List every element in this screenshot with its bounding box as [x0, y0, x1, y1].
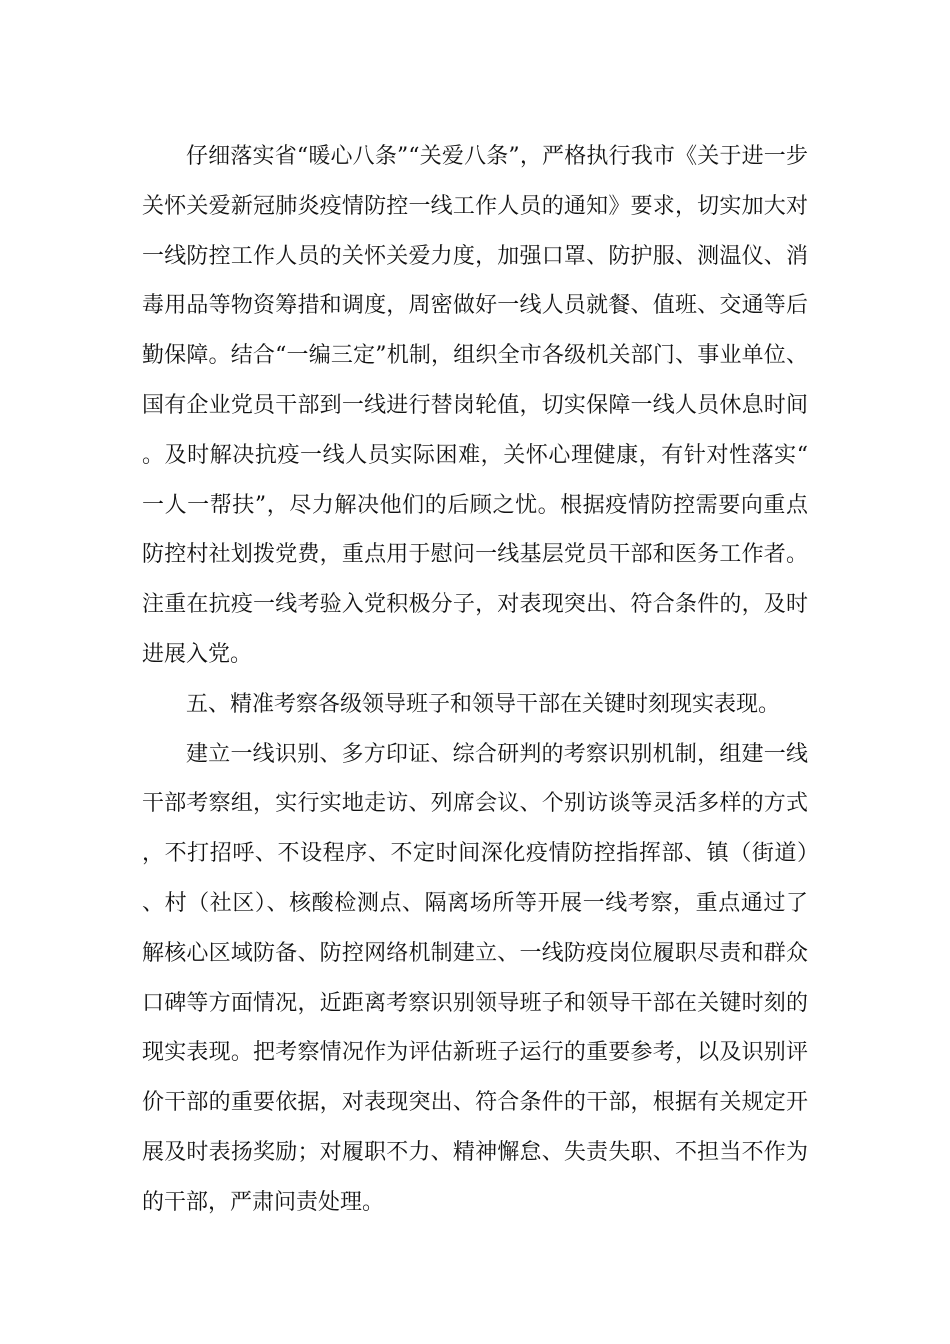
document-body	[142, 132, 808, 1228]
paragraph-care-frontline: 仔细落实省“暖心八条”“关爱八条”，严格执行我市《关于进一步关怀关爱新冠肺炎疫情防控一线工作人员的通知》要求，切实加大对一线防控工作人员的关怀关爱力度，加强口罩、防护服、测温仪、消毒用品等物资筹措和调度，周密做好一线人员就餐、值班、交通等后勤保障。结合“一编三定”机制，组织全市各级机关部门、事业单位、国有企业党员干部到一线进行替岗轮值，切实保障一线人员休息时间。及时解决抗疫一线人员实际困难，关怀心理健康，有针对性落实“一人一帮扶”，尽力解决他们的后顾之忧。根据疫情防控需要向重点防控村社划拨党费，重点用于慰问一线基层党员干部和医务工作者。注重在抗疫一线考验入党积极分子，对表现突出、符合条件的，及时进展入党。	[142, 144, 808, 667]
paragraph-inspection-mechanism: 建立一线识别、多方印证、综合研判的考察识别机制，组建一线干部考察组，实行实地走访、列席会议、个别访谈等灵活多样的方式，不打招呼、不设程序、不定时间深化疫情防控指挥部、镇（街道）、村（社区）、核酸检测点、隔离场所等开展一线考察，重点通过了解核心区域防备、防控网络机制建立、一线防疫岗位履职尽责和群众口碑等方面情况，近距离考察识别领导班子和领导干部在关键时刻的现实表现。把考察情况作为评估新班子运行的重要参考，以及识别评价干部的重要依据，对表现突出、符合条件的干部，根据有关规定开展及时表扬奖励；对履职不力、精神懈怠、失责失职、不担当不作为的干部，严肃问责处理。	[142, 741, 808, 1215]
section-heading-five: 五、精准考察各级领导班子和领导干部在关键时刻现实表现。	[186, 691, 781, 717]
